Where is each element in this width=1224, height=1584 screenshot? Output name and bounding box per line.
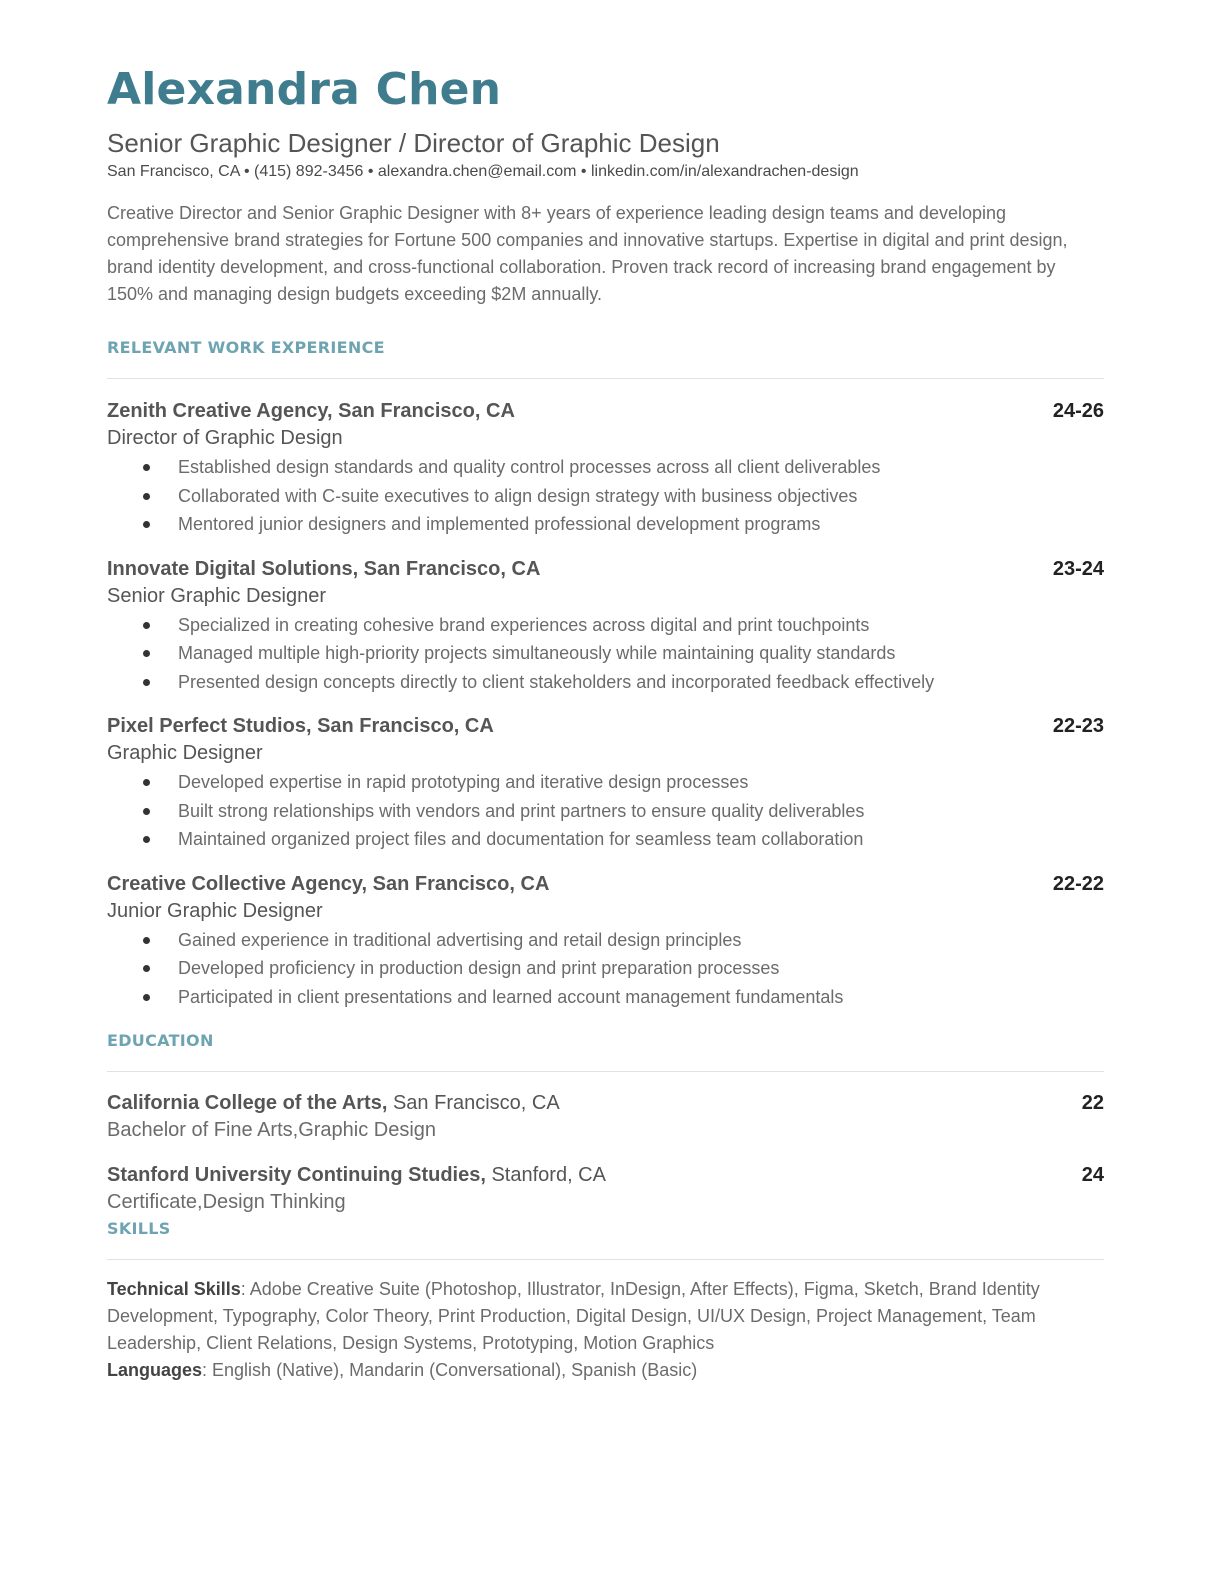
technical-skills: [107, 1276, 1104, 1357]
technical-skills-value: : Adobe Creative Suite (Photoshop, Illustrator, InDesign, After Effects), Figma, Sketch, Brand Identity Development, Typography, Color Theory, Print Production, Digital Design, UI/UX Design, Project Management, Team Leadership, Client Relations, Design Systems, Prototyping, Motion Graphics: [107, 1279, 1040, 1353]
job-bullet: [178, 954, 1104, 983]
section-divider: [107, 1259, 1104, 1260]
resume-page: [107, 60, 1104, 1384]
job-bullet: [178, 510, 1104, 539]
job-organization: Creative Collective Agency, San Francisco, CA: [107, 872, 550, 895]
languages: [107, 1357, 1104, 1384]
job-role: Graphic Designer: [107, 742, 263, 764]
languages-label: Languages: [107, 1360, 203, 1380]
candidate-name: Alexandra Chen: [107, 64, 502, 115]
bullet-icon: [143, 650, 150, 657]
school-name: California College of the Arts,: [107, 1092, 388, 1114]
section-title-education: EDUCATION: [107, 1031, 214, 1050]
contact-line: San Francisco, CA • (415) 892-3456 • alexandra.chen@email.com • linkedin.com/in/alexandrachen-design: [107, 163, 859, 180]
job-bullets: [107, 611, 1104, 697]
job-bullet: [178, 611, 1104, 640]
education-year: 22: [1081, 1092, 1104, 1114]
school-location: Stanford, CA: [485, 1164, 606, 1186]
bullet-icon: [143, 808, 150, 815]
section-divider: [107, 378, 1104, 379]
job-entry: [107, 714, 1104, 854]
job-organization: Pixel Perfect Studios, San Francisco, CA: [107, 715, 494, 737]
job-bullet-text: Managed multiple high-priority projects simultaneously while maintaining quality standards: [178, 643, 896, 663]
job-bullets: [107, 453, 1104, 539]
job-bullet-text: Developed expertise in rapid prototyping and iterative design processes: [178, 772, 749, 792]
bullet-icon: [143, 994, 150, 1001]
job-entry: [107, 557, 1104, 697]
bullet-icon: [143, 622, 150, 629]
job-bullet: [178, 482, 1104, 511]
section-title-skills: SKILLS: [107, 1219, 171, 1238]
job-bullet-text: Participated in client presentations and learned account management fundamentals: [178, 986, 844, 1007]
job-bullet: [178, 639, 1104, 668]
job-bullet-text: Specialized in creating cohesive brand experiences across digital and print touchpoints: [178, 614, 870, 635]
professional-summary: Creative Director and Senior Graphic Designer with 8+ years of experience leading design teams and developing comprehensive brand strategies for Fortune 500 companies and innovative startups. Expertise in digital and print design, brand identity development, and cross-functional collaboration. Proven track record of increasing brand engagement by 150% and managing design budgets exceeding $2M annually.: [107, 203, 1068, 304]
job-bullet-text: Developed proficiency in production design and print preparation processes: [178, 958, 780, 978]
bullet-icon: [143, 965, 150, 972]
job-role: Senior Graphic Designer: [107, 584, 326, 607]
education-school-line: [107, 1163, 606, 1187]
job-bullet: [178, 983, 1104, 1012]
skills-block: [107, 1276, 1104, 1384]
school-name: Stanford University Continuing Studies,: [107, 1164, 486, 1186]
education-school-line: [107, 1091, 560, 1115]
job-bullet-text: Established design standards and quality control processes across all client deliverables: [178, 457, 881, 477]
job-dates: 22-23: [1052, 715, 1104, 737]
job-bullets: [107, 768, 1104, 854]
job-dates: 22-22: [1052, 872, 1104, 895]
education-degree: Bachelor of Fine Arts,Graphic Design: [107, 1119, 437, 1141]
job-dates: 24-26: [1052, 400, 1104, 422]
job-bullet-text: Collaborated with C-suite executives to align design strategy with business objectives: [178, 485, 858, 506]
education-entry: [107, 1091, 1104, 1145]
job-bullet-text: Built strong relationships with vendors and print partners to ensure quality deliverables: [178, 800, 865, 821]
job-dates: 23-24: [1052, 557, 1104, 580]
bullet-icon: [143, 937, 150, 944]
job-bullet: [178, 453, 1104, 482]
job-bullet: [178, 797, 1104, 826]
bullet-icon: [143, 521, 150, 528]
job-organization: Innovate Digital Solutions, San Francisco, CA: [107, 557, 541, 580]
job-entry: [107, 399, 1104, 539]
job-bullet-text: Mentored junior designers and implemented professional development programs: [178, 514, 821, 534]
job-organization: Zenith Creative Agency, San Francisco, CA: [107, 400, 515, 422]
technical-skills-label: Technical Skills: [107, 1279, 241, 1299]
job-bullet: [178, 926, 1104, 955]
headline: Senior Graphic Designer / Director of Graphic Design: [107, 128, 720, 158]
bullet-icon: [143, 464, 150, 471]
education-year: 24: [1081, 1164, 1104, 1186]
job-role: Junior Graphic Designer: [107, 899, 323, 922]
bullet-icon: [143, 836, 150, 843]
job-bullets: [107, 926, 1104, 1012]
school-location: San Francisco, CA: [387, 1092, 560, 1114]
job-bullet: [178, 668, 1104, 697]
job-bullet-text: Gained experience in traditional advertising and retail design principles: [178, 929, 742, 950]
bullet-icon: [143, 679, 150, 686]
job-bullet: [178, 768, 1104, 797]
job-bullet-text: Maintained organized project files and documentation for seamless team collaboration: [178, 829, 864, 849]
job-bullet: [178, 825, 1104, 854]
job-role: Director of Graphic Design: [107, 427, 343, 449]
job-entry: [107, 872, 1104, 1012]
experience-list: [107, 399, 1104, 1011]
section-divider: [107, 1071, 1104, 1072]
education-entry: [107, 1163, 1104, 1217]
languages-value: : English (Native), Mandarin (Conversational), Spanish (Basic): [202, 1360, 698, 1380]
job-bullet-text: Presented design concepts directly to client stakeholders and incorporated feedback effectively: [178, 671, 935, 692]
section-title-experience: RELEVANT WORK EXPERIENCE: [107, 338, 385, 357]
education-degree: Certificate,Design Thinking: [107, 1191, 346, 1213]
bullet-icon: [143, 779, 150, 786]
bullet-icon: [143, 493, 150, 500]
